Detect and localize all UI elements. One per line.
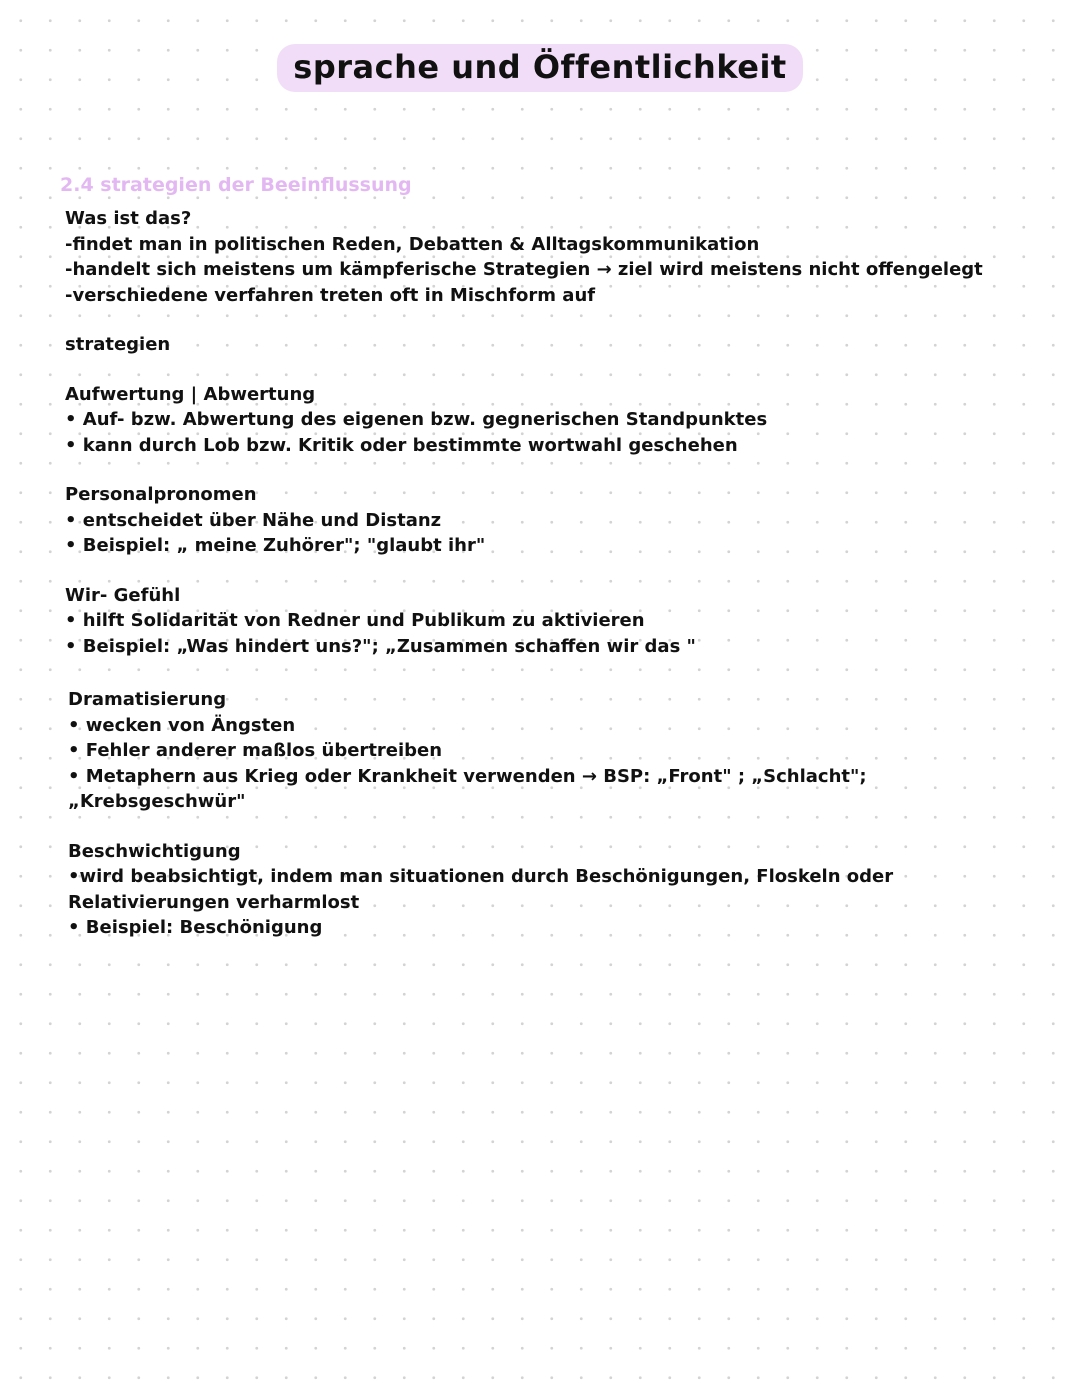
strategy-item: • Beispiel: „Was hindert uns?"; „Zusammen schaffen wir das "	[65, 635, 696, 657]
strategy-item: • Beispiel: „ meine Zuhörer"; "glaubt ihr"	[65, 535, 486, 556]
strategy-group-aufwertung	[65, 382, 1025, 459]
strategy-group-dramatisierung	[68, 687, 1025, 815]
strategy-item: • Fehler anderer maßlos übertreiben	[68, 740, 443, 761]
spacer	[65, 559, 1025, 583]
strategy-heading: Aufwertung | Abwertung	[65, 383, 316, 405]
strategy-heading: Dramatisierung	[68, 689, 227, 710]
page-title: sprache und Öffentlichkeit	[277, 44, 802, 92]
spacer	[65, 659, 1025, 687]
spacer	[65, 815, 1025, 839]
intro-block	[65, 206, 1025, 308]
strategy-item: Relativierungen verharmlost	[68, 891, 360, 913]
title-container	[0, 44, 1080, 92]
strategy-item: • Beispiel: Beschönigung	[68, 917, 323, 938]
strategy-item: „Krebsgeschwür"	[68, 791, 246, 812]
intro-line: -verschiedene verfahren treten oft in Mischform auf	[65, 284, 596, 306]
strategy-item: • kann durch Lob bzw. Kritik oder bestimmte wortwahl geschehen	[65, 434, 738, 456]
intro-line: -handelt sich meistens um kämpferische Strategien → ziel wird meistens nicht offengelegt	[65, 259, 983, 280]
strategy-item: • entscheidet über Nähe und Distanz	[65, 509, 442, 531]
strategy-group-beschwichtigung	[68, 839, 1025, 941]
strategy-group-personalpronomen	[65, 482, 1025, 559]
strategy-item: •wird beabsichtigt, indem man situationen durch Beschönigungen, Floskeln oder	[68, 866, 894, 887]
strategy-heading: Wir- Gefühl	[65, 584, 181, 606]
spacer	[65, 358, 1025, 382]
spacer	[65, 308, 1025, 332]
strategy-heading: Beschwichtigung	[68, 840, 241, 862]
section-heading: 2.4 strategien der Beeinflussung	[60, 174, 412, 196]
strategy-item: • hilft Solidarität von Redner und Publikum zu aktivieren	[65, 610, 645, 631]
strategy-heading: Personalpronomen	[65, 484, 257, 505]
intro-heading: Was ist das?	[65, 208, 192, 229]
spacer	[65, 458, 1025, 482]
notes-content	[65, 206, 1025, 941]
strategy-group-wir-gefuehl	[65, 583, 1025, 660]
intro-line: -findet man in politischen Reden, Debatten & Alltagskommunikation	[65, 233, 760, 255]
strategy-item: • Metaphern aus Krieg oder Krankheit verwenden → BSP: „Front" ; „Schlacht";	[68, 765, 867, 787]
strategies-heading: strategien	[65, 334, 171, 355]
strategy-item: • wecken von Ängsten	[68, 714, 296, 736]
strategy-item: • Auf- bzw. Abwertung des eigenen bzw. gegnerischen Standpunktes	[65, 409, 768, 430]
